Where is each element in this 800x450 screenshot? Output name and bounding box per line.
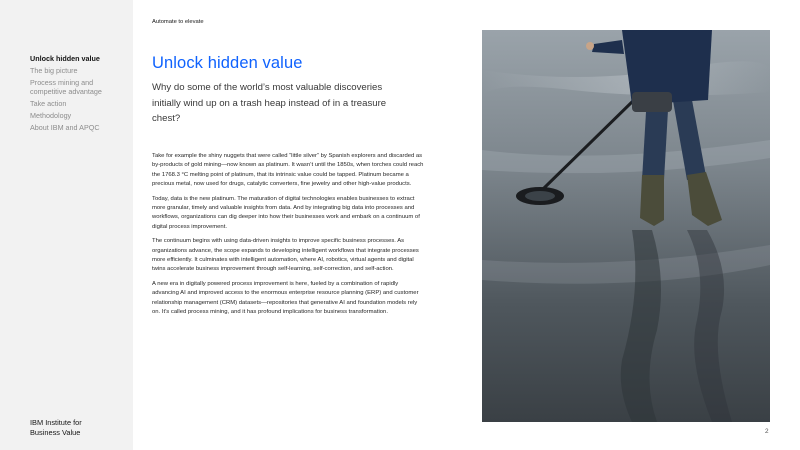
body-text — [152, 152, 424, 323]
page-subtitle: Why do some of the world’s most valuable discoveries initially wind up on a trash heap instead of in a treasure chest? — [152, 82, 387, 125]
sidebar-item-unlock-hidden-value[interactable]: Unlock hidden value — [30, 54, 100, 63]
sidebar-item-about[interactable]: About IBM and APQC — [30, 122, 100, 132]
sidebar-item-process-mining[interactable]: Process mining and competitive advantage — [30, 77, 102, 96]
paragraph-2: Today, data is the new platinum. The maturation of digital technologies enables businesses to extract more granular, timely and valuable insights from data. And by integrating big data into processes and workflows, organizations can dig deeper into how their businesses work and embark on a continuum of digital process improvement. — [152, 195, 420, 230]
page-number: 2 — [765, 428, 769, 435]
sidebar-item-methodology[interactable]: Methodology — [30, 110, 72, 120]
paragraph-4: A new era in digitally powered process improvement is here, fueled by a combination of rapidly advancing AI and improved access to the enormous enterprise resource planning (ERP) and customer relationship management (CRM) datasets—repositories that generative AI and foundation models rely on. It’s called process mining, and it has profound implications for business transformation. — [152, 281, 419, 316]
brand-line-2: Business Value — [30, 427, 81, 437]
sidebar-item-big-picture[interactable]: The big picture — [30, 65, 78, 75]
paragraph-1: Take for example the shiny nuggets that were called “little silver” by Spanish explorers and discarded as by-products of gold mining—now known as platinum. It wasn’t until the 1850s, when torches could reach the 1768.3 °C melting point of platinum, that its intrinsic value could be tapped. Platinum became a precious metal, now used for drugs, catalytic converters, fine jewelry and other high-value products. — [152, 153, 424, 188]
brand-line-1: IBM Institute for — [30, 418, 82, 427]
beach-metal-detector-photo — [482, 30, 770, 422]
brand-logo-text — [30, 418, 82, 437]
running-head: Automate to elevate — [152, 19, 204, 25]
sidebar-item-take-action[interactable]: Take action — [30, 98, 67, 108]
photo-illustration — [482, 30, 770, 422]
paragraph-3: The continuum begins with using data-driven insights to improve specific business processes. As organizations advance, the scope expands to developing intelligent workflows that integrate processes more efficiently. It culminates with intelligent automation, where AI, robotics, virtual agents and digital twins accelerate business improvement through self-learning, self-correction, and self-action. — [152, 238, 419, 273]
sidebar — [0, 0, 133, 450]
sidebar-nav — [30, 55, 130, 136]
page-title: Unlock hidden value — [152, 54, 303, 72]
